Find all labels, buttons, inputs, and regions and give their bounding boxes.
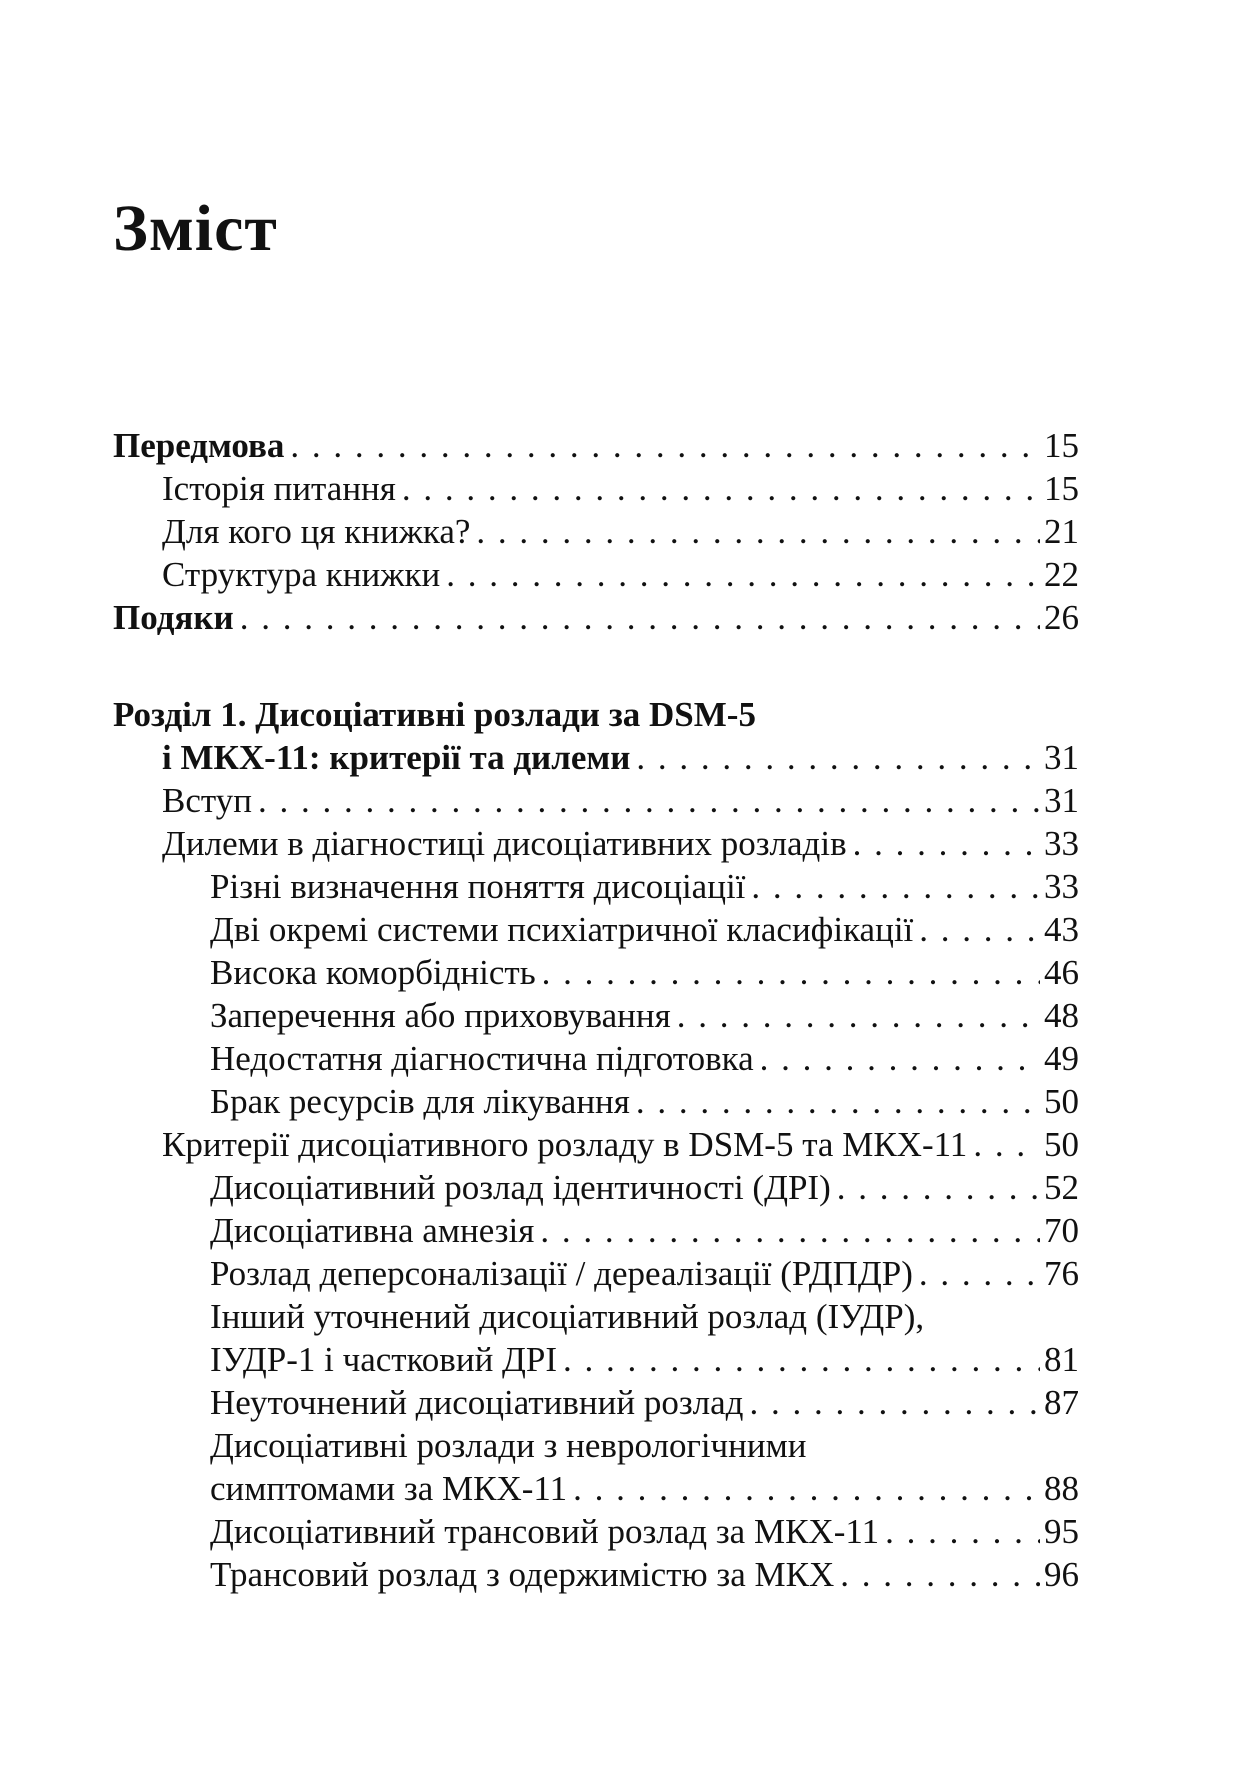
toc-entry-label: Дисоціативний трансовий розлад за МКХ-11 [210, 1512, 880, 1551]
toc-page-number: 33 [1044, 867, 1079, 906]
toc-dot-leader [563, 1338, 1040, 1381]
toc-dot-leader [677, 994, 1040, 1037]
toc-entry-label: Розділ 1. Дисоціативні розлади за DSM-5 [113, 695, 756, 734]
toc-entry-label: симптомами за МКХ-11 [210, 1469, 568, 1508]
toc-entry-label: Трансовий розлад з одержимістю за МКХ [210, 1555, 835, 1594]
toc-dot-leader [636, 736, 1040, 779]
toc-entry-label: ІУДР-1 і частковий ДРІ [210, 1340, 558, 1379]
toc-entry-label: Дві окремі системи психіатричної класифікації [210, 910, 914, 949]
toc-entry [113, 1123, 1079, 1166]
toc-entry-label: Неуточнений дисоціативний розлад [210, 1383, 744, 1422]
toc-entry [113, 822, 1079, 865]
toc-entry-label: Дисоціативний розлад ідентичності (ДРІ) [210, 1168, 831, 1207]
toc-entry-label: Дисоціативна амнезія [210, 1211, 535, 1250]
toc-dot-leader [258, 779, 1040, 822]
toc-entry [113, 1467, 1079, 1510]
toc-page-number: 52 [1044, 1168, 1079, 1207]
toc-page-number: 48 [1044, 996, 1079, 1035]
toc-page-number: 15 [1044, 469, 1079, 508]
toc-entry-label: Історія питання [162, 469, 396, 508]
toc-entry-label: Структура книжки [162, 555, 441, 594]
toc-dot-leader [919, 908, 1040, 951]
toc-dot-leader [760, 1037, 1040, 1080]
toc-page-number: 95 [1044, 1512, 1079, 1551]
toc-entry-label: Інший уточнений дисоціативний розлад (ІУДР), [210, 1297, 925, 1336]
toc-entry [113, 951, 1079, 994]
toc-page-number: 31 [1044, 781, 1079, 820]
toc-entry [113, 1252, 1079, 1295]
toc-page-number: 87 [1044, 1383, 1079, 1422]
toc-entry [113, 1166, 1079, 1209]
toc-page-number: 33 [1044, 824, 1079, 863]
toc-entry-label: Критерії дисоціативного розладу в DSM-5 та МКХ-11 [162, 1125, 968, 1164]
toc-entry [113, 1209, 1079, 1252]
toc-entry-label: і МКХ-11: критерії та дилеми [162, 738, 631, 777]
toc-entry [113, 1424, 1079, 1467]
toc-dot-leader [749, 1381, 1040, 1424]
toc-dot-leader [240, 596, 1040, 639]
toc-dot-leader [840, 1553, 1040, 1596]
toc-dot-leader [837, 1166, 1040, 1209]
toc-entry-label: Дисоціативні розлади з неврологічними [210, 1426, 807, 1465]
toc-entry-label: Вступ [162, 781, 252, 820]
toc-dot-leader [402, 467, 1040, 510]
toc-entry-label: Розлад деперсоналізації / дереалізації (РДПДР) [210, 1254, 913, 1293]
toc-entry [113, 467, 1079, 510]
toc-entry [113, 994, 1079, 1037]
table-of-contents [113, 424, 1079, 1596]
toc-page-number: 96 [1044, 1555, 1079, 1594]
toc-dot-leader [853, 822, 1040, 865]
toc-dot-leader [290, 424, 1040, 467]
toc-dot-leader [540, 1209, 1040, 1252]
toc-entry [113, 1510, 1079, 1553]
page-title: Зміст [113, 192, 278, 266]
toc-dot-leader [573, 1467, 1040, 1510]
toc-page-number: 88 [1044, 1469, 1079, 1508]
toc-dot-leader [751, 865, 1040, 908]
toc-dot-leader [919, 1252, 1040, 1295]
toc-entry-label: Заперечення або приховування [210, 996, 671, 1035]
toc-entry [113, 1037, 1079, 1080]
toc-dot-leader [476, 510, 1040, 553]
toc-entry [113, 510, 1079, 553]
toc-entry [113, 424, 1079, 467]
toc-entry [113, 736, 1079, 779]
toc-page-number: 50 [1044, 1125, 1079, 1164]
toc-entry [113, 596, 1079, 639]
toc-entry-label: Дилеми в діагностиці дисоціативних розладів [162, 824, 847, 863]
toc-dot-leader [636, 1080, 1040, 1123]
toc-entry [113, 779, 1079, 822]
toc-page-number: 70 [1044, 1211, 1079, 1250]
toc-page-number: 43 [1044, 910, 1079, 949]
toc-page-number: 26 [1044, 598, 1079, 637]
toc-dot-leader [885, 1510, 1040, 1553]
toc-entry-label: Висока коморбідність [210, 953, 536, 992]
toc-entry [113, 908, 1079, 951]
toc-entry-label: Різні визначення поняття дисоціації [210, 867, 746, 906]
toc-entry [113, 1295, 1079, 1338]
toc-dot-leader [542, 951, 1040, 994]
toc-entry-label: Брак ресурсів для лікування [210, 1082, 630, 1121]
toc-page-number: 50 [1044, 1082, 1079, 1121]
toc-entry [113, 553, 1079, 596]
toc-entry-label: Передмова [113, 426, 285, 465]
toc-dot-leader [446, 553, 1040, 596]
toc-entry-label: Подяки [113, 598, 234, 637]
toc-page-number: 81 [1044, 1340, 1079, 1379]
toc-entry [113, 1080, 1079, 1123]
toc-page-number: 15 [1044, 426, 1079, 465]
toc-page-number: 21 [1044, 512, 1079, 551]
toc-page-number: 31 [1044, 738, 1079, 777]
toc-page-number: 22 [1044, 555, 1079, 594]
toc-page-number: 49 [1044, 1039, 1079, 1078]
toc-entry [113, 1338, 1079, 1381]
toc-page-number: 76 [1044, 1254, 1079, 1293]
toc-entry [113, 865, 1079, 908]
toc-entry [113, 1381, 1079, 1424]
toc-entry-label: Недостатня діагностична підготовка [210, 1039, 754, 1078]
toc-entry [113, 693, 1079, 736]
toc-entry [113, 1553, 1079, 1596]
toc-page-number: 46 [1044, 953, 1079, 992]
toc-dot-leader [973, 1123, 1040, 1166]
toc-entry-label: Для кого ця книжка? [162, 512, 471, 551]
